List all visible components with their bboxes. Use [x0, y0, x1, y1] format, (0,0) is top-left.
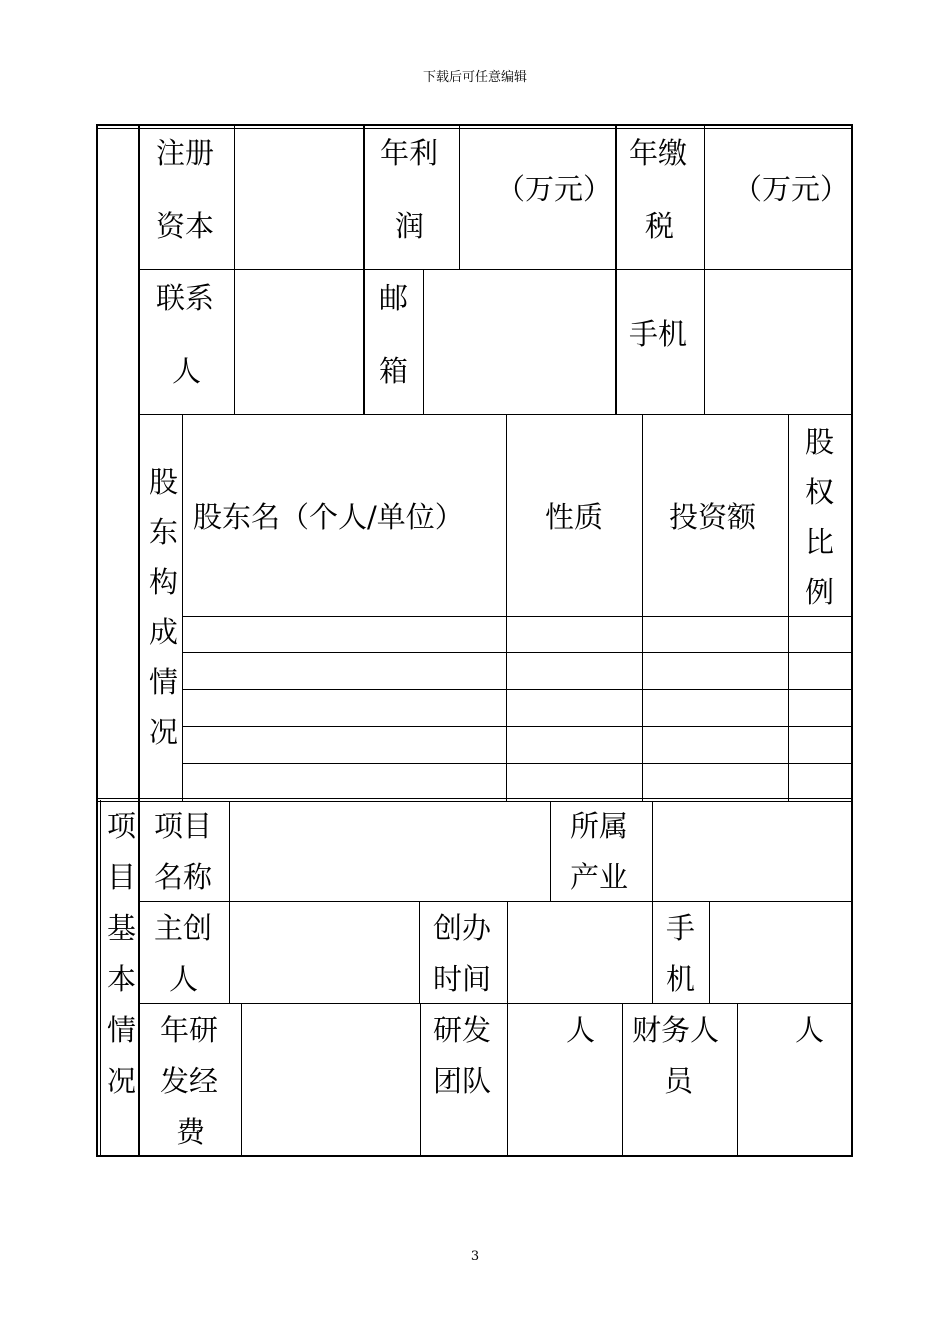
rd-budget-label-1: 年研	[160, 1013, 219, 1047]
pj-row1-bottom	[139, 901, 852, 902]
pj-r3-v5	[737, 1004, 738, 1156]
pj-r3-v3	[507, 1004, 508, 1156]
page-header: 下载后可任意编辑	[422, 70, 527, 85]
col-nature: 性质	[545, 500, 604, 534]
pj-row2-bottom	[139, 1003, 852, 1004]
sh-row-line-2	[183, 652, 852, 653]
pj-r1-v1	[229, 801, 230, 901]
annual-profit-label-2: 润	[395, 209, 425, 243]
project-mobile-label-2: 机	[666, 962, 696, 996]
finance-staff-label-1: 财务人	[632, 1013, 720, 1047]
outer-bottom-border	[96, 1155, 853, 1157]
shareholder-section-label: 股 东 构 成 情 况	[149, 465, 179, 749]
pj-r1-v2	[550, 801, 551, 901]
pj-r2-v4	[652, 902, 653, 1003]
col-shareholder-name: 股东名（个人/单位）	[193, 500, 464, 534]
rd-team-label-2: 团队	[433, 1064, 492, 1098]
email-label-1: 邮	[379, 281, 409, 315]
pj-r2-v2	[419, 902, 420, 1003]
tax-unit: （万元）	[733, 172, 850, 206]
pj-r3-v2	[420, 1004, 421, 1156]
page-number: 3	[470, 1249, 480, 1264]
registered-capital-label: 注册 资本	[156, 136, 215, 243]
sh-v-invest	[788, 414, 789, 801]
sh-v-label	[182, 414, 183, 801]
row2-bottom	[139, 414, 852, 415]
r2-v1	[423, 270, 424, 415]
pj-r2-v5	[709, 902, 710, 1003]
industry-label-2: 产业	[570, 860, 629, 894]
rd-team-label-1: 研发	[433, 1013, 492, 1047]
rd-budget-label-2: 发经	[160, 1064, 219, 1098]
section-divider-bottom	[96, 801, 853, 802]
founded-time-label-2: 时间	[433, 962, 492, 996]
r1-v5	[704, 126, 705, 415]
finance-staff-label-2: 员	[664, 1064, 694, 1098]
inner-top-border	[96, 128, 853, 129]
sh-v-nature	[642, 414, 643, 801]
pj-r3-v4	[622, 1004, 623, 1156]
founded-time-label-1: 创办	[433, 911, 492, 945]
email-label-2: 箱	[379, 354, 409, 388]
col-investment: 投资额	[669, 500, 757, 534]
rd-budget-label-3: 费	[176, 1115, 206, 1149]
r1-v3	[459, 126, 460, 270]
pj-r3-v1	[241, 1004, 242, 1156]
mobile-label: 手机	[629, 317, 688, 351]
pj-r2-v3	[507, 902, 508, 1003]
industry-label-1: 所属	[570, 809, 629, 843]
left-inner-line	[100, 800, 101, 1156]
profit-unit: （万元）	[496, 172, 613, 206]
row1-bottom	[139, 269, 852, 270]
sh-row-line-3	[183, 689, 852, 690]
project-name-label-2: 名称	[154, 860, 213, 894]
left-column-divider	[138, 126, 140, 1156]
sh-row-line-1	[183, 616, 852, 617]
project-section-label: 项 目 基 本 情 况	[107, 809, 137, 1098]
project-name-label-1: 项目	[154, 809, 213, 843]
founder-label-2: 人	[169, 962, 199, 996]
r1-v4	[615, 126, 617, 415]
contact-person-label-2: 人	[172, 354, 202, 388]
annual-tax-label-1: 年缴	[629, 136, 688, 170]
sh-row-line-5	[183, 763, 852, 764]
sh-v-name	[506, 414, 507, 801]
rd-team-unit: 人	[566, 1013, 596, 1047]
founder-label-1: 主创	[154, 911, 213, 945]
finance-staff-unit: 人	[795, 1013, 825, 1047]
annual-profit-label-1: 年利	[380, 136, 439, 170]
pj-r2-v1	[229, 902, 230, 1003]
project-mobile-label-1: 手	[666, 911, 696, 945]
sh-row-line-4	[183, 726, 852, 727]
contact-person-label-1: 联系	[156, 281, 215, 315]
outer-top-border	[96, 124, 853, 126]
r1-v2	[363, 126, 365, 415]
col-equity-ratio: 股 权 比 例	[805, 425, 835, 609]
annual-tax-label-2: 税	[645, 209, 675, 243]
r1-v1	[234, 126, 235, 415]
pj-r1-v3	[652, 801, 653, 901]
outer-left-border	[96, 124, 98, 1157]
section-divider-top	[96, 798, 853, 799]
